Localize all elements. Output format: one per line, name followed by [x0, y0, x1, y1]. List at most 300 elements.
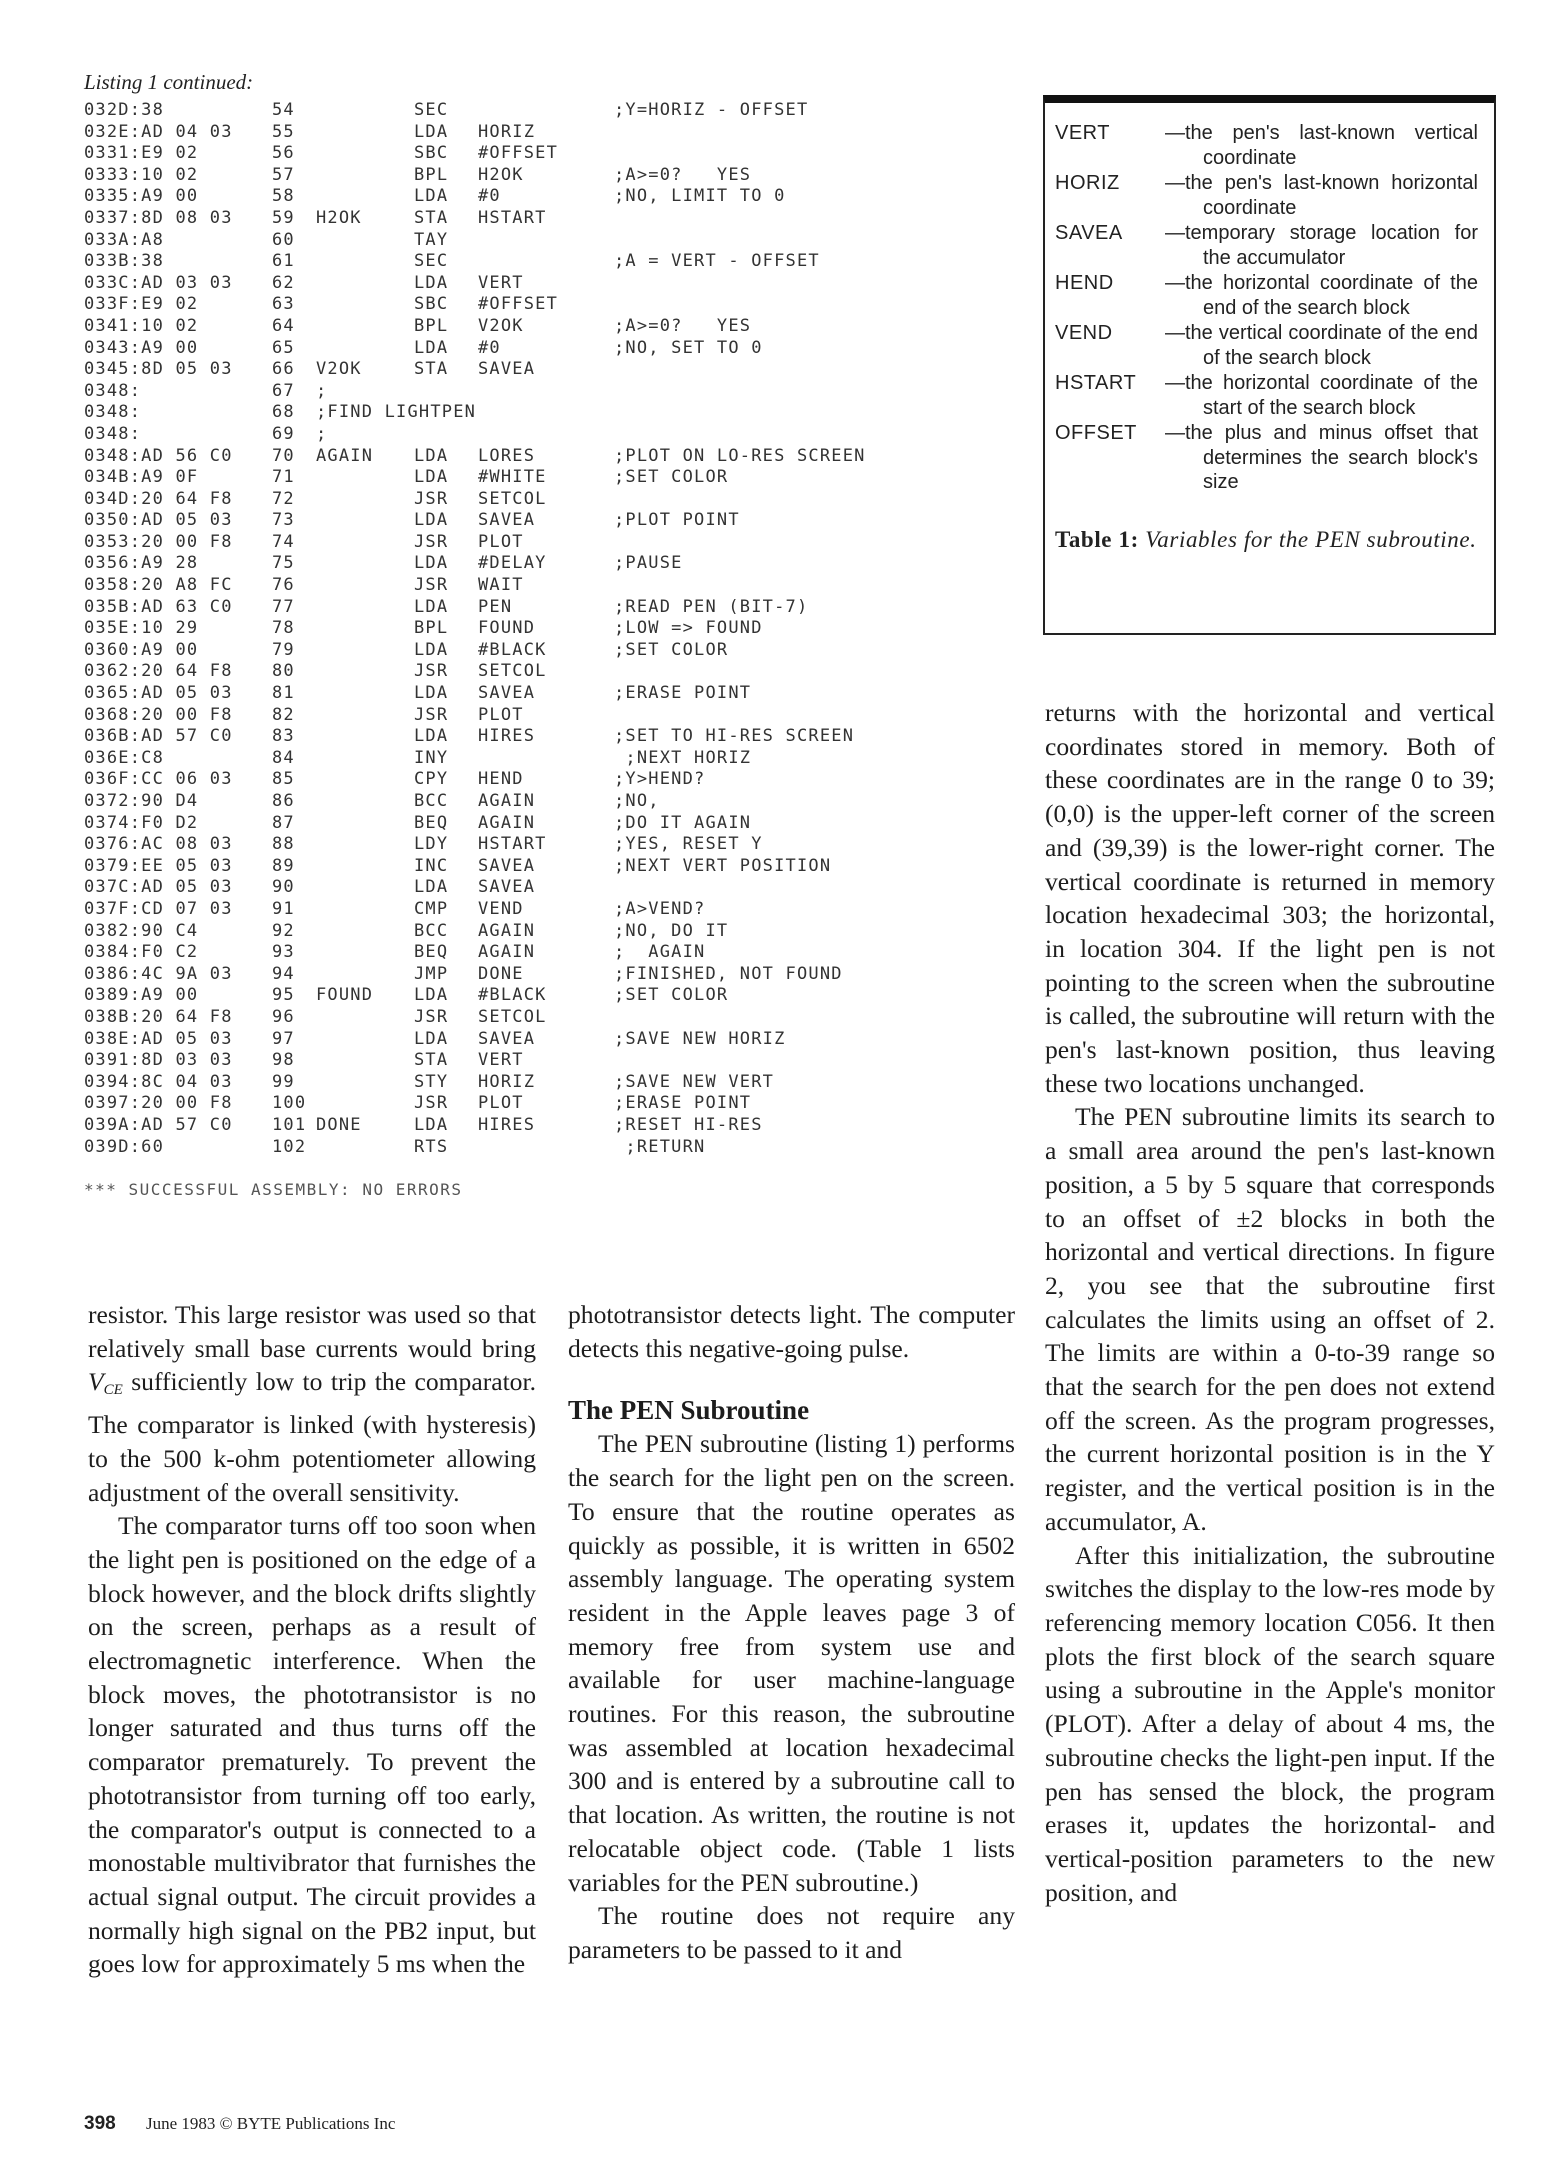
listing-comment: ;RETURN — [614, 1136, 706, 1157]
listing-line-number: 77 — [272, 596, 295, 617]
listing-line — [84, 143, 1044, 165]
listing-operand: SETCOL — [478, 661, 547, 682]
listing-operand: SAVEA — [478, 359, 536, 380]
listing-line-number: 80 — [272, 661, 295, 682]
listing-operand: SAVEA — [478, 683, 536, 704]
listing-address: 0365:AD 05 03 — [84, 683, 233, 704]
paragraph — [88, 1298, 536, 1509]
listing-line — [84, 1050, 1044, 1072]
listing-operand: #0 — [478, 186, 501, 207]
listing-operand: SAVEA — [478, 510, 536, 531]
listing-operand: WAIT — [478, 575, 524, 596]
listing-address: 035B:AD 63 C0 — [84, 596, 233, 617]
listing-opcode: JSR — [414, 704, 449, 725]
listing-comment: ;RESET HI-RES — [614, 1114, 763, 1135]
listing-comment: ;SET COLOR — [614, 639, 729, 660]
listing-address: 0386:4C 9A 03 — [84, 963, 233, 984]
listing-address: 033A:A8 — [84, 229, 165, 250]
listing-line-number: 78 — [272, 618, 295, 639]
subscript-ce: CE — [103, 1382, 123, 1399]
listing-address: 0397:20 00 F8 — [84, 1093, 233, 1114]
listing-operand: AGAIN — [478, 920, 536, 941]
listing-comment: ;NO, SET TO 0 — [614, 337, 763, 358]
listing-line — [84, 553, 1044, 575]
listing-line-number: 96 — [272, 1006, 295, 1027]
listing-opcode: LDA — [414, 877, 449, 898]
listing-address: 033B:38 — [84, 251, 165, 272]
listing-operand: PEN — [478, 596, 513, 617]
listing-operand: VEND — [478, 898, 524, 919]
listing-opcode: SEC — [414, 251, 449, 272]
variable-description: —the plus and minus offset that determines the search block's size — [1165, 422, 1478, 493]
listing-operand: HIRES — [478, 726, 536, 747]
variable-name: HORIZ — [1055, 172, 1120, 194]
listing-line-number: 76 — [272, 575, 295, 596]
listing-operand: AGAIN — [478, 812, 536, 833]
variable-description: —the pen's last-known vertical coordinate — [1165, 122, 1478, 169]
listing-line — [84, 359, 1044, 381]
listing-opcode: JSR — [414, 1093, 449, 1114]
listing-comment: ;DO IT AGAIN — [614, 812, 752, 833]
variable-name: HEND — [1055, 272, 1114, 294]
listing-label: FOUND — [316, 985, 374, 1006]
listing-line — [84, 122, 1044, 144]
listing-line-number: 57 — [272, 164, 295, 185]
listing-line — [84, 769, 1044, 791]
listing-line — [84, 446, 1044, 468]
listing-line — [84, 726, 1044, 748]
listing-opcode: JSR — [414, 531, 449, 552]
listing-label: ; — [316, 423, 328, 444]
listing-line — [84, 683, 1044, 705]
listing-operand: #0 — [478, 337, 501, 358]
listing-operand: #BLACK — [478, 985, 547, 1006]
listing-opcode: BPL — [414, 315, 449, 336]
listing-address: 0374:F0 D2 — [84, 812, 199, 833]
listing-address: 0348: — [84, 423, 142, 444]
assembly-listing — [84, 100, 1044, 1158]
listing-comment: ;Y=HORIZ - OFFSET — [614, 100, 809, 120]
listing-address: 038B:20 64 F8 — [84, 1006, 233, 1027]
table-caption — [1055, 525, 1478, 555]
listing-operand: #BLACK — [478, 639, 547, 660]
listing-line-number: 56 — [272, 143, 295, 164]
variables-table-rows — [1055, 121, 1478, 495]
listing-comment: ; AGAIN — [614, 942, 706, 963]
listing-opcode: INY — [414, 747, 449, 768]
listing-line — [84, 273, 1044, 295]
listing-operand: VERT — [478, 272, 524, 293]
listing-label: ;FIND LIGHTPEN — [316, 402, 477, 423]
listing-opcode: LDA — [414, 272, 449, 293]
listing-line-number: 74 — [272, 531, 295, 552]
listing-line — [84, 402, 1044, 424]
listing-operand: HEND — [478, 769, 524, 790]
listing-address: 0348: — [84, 402, 142, 423]
listing-opcode: LDY — [414, 834, 449, 855]
listing-comment: ;ERASE POINT — [614, 1093, 752, 1114]
listing-operand: DONE — [478, 963, 524, 984]
listing-comment: ;SET COLOR — [614, 985, 729, 1006]
listing-opcode: JSR — [414, 1006, 449, 1027]
paragraph: After this initialization, the subroutine switches the display to the low-res mode by referencing memory location C056. It then plots the first block of the search square using a subroutine in the Apple's monitor (PLOT). After a delay of about 4 ms, the subroutine checks the light-pen input. If the pen has sensed the block, the program erases it, updates the horizontal- and vertical-position parameters to the new position, and — [1045, 1540, 1495, 1907]
listing-operand: SETCOL — [478, 488, 547, 509]
listing-line-number: 99 — [272, 1071, 295, 1092]
variable-description: —temporary storage location for the accumulator — [1165, 222, 1478, 269]
listing-line — [84, 230, 1044, 252]
listing-line — [84, 964, 1044, 986]
listing-address: 033F:E9 02 — [84, 294, 199, 315]
listing-opcode: LDA — [414, 985, 449, 1006]
listing-line-number: 67 — [272, 380, 295, 401]
listing-line — [84, 813, 1044, 835]
listing-comment: ;A>=0? YES — [614, 164, 752, 185]
listing-line — [84, 877, 1044, 899]
section-heading: The PEN Subroutine — [568, 1395, 810, 1426]
listing-opcode: JMP — [414, 963, 449, 984]
listing-line — [84, 489, 1044, 511]
listing-opcode: LDA — [414, 445, 449, 466]
listing-label: H2OK — [316, 207, 362, 228]
listing-opcode: INC — [414, 855, 449, 876]
listing-line — [84, 251, 1044, 273]
listing-address: 037C:AD 05 03 — [84, 877, 233, 898]
listing-address: 0343:A9 00 — [84, 337, 199, 358]
listing-line-number: 54 — [272, 100, 295, 120]
listing-line — [84, 467, 1044, 489]
listing-line-number: 62 — [272, 272, 295, 293]
listing-operand: SAVEA — [478, 1028, 536, 1049]
text-run: sufficiently low to trip the comparator. The comparator is linked (with hysteresis) to the 500 k-ohm potentiometer allowing adjustment of the overall sensitivity. — [88, 1367, 536, 1507]
listing-address: 0341:10 02 — [84, 315, 199, 336]
listing-comment: ;PAUSE — [614, 553, 683, 574]
listing-line-number: 65 — [272, 337, 295, 358]
listing-comment: ;NO, — [614, 791, 660, 811]
listing-operand: H2OK — [478, 164, 524, 185]
listing-line — [84, 1029, 1044, 1051]
listing-address: 0389:A9 00 — [84, 985, 199, 1006]
variable-name: VEND — [1055, 322, 1113, 344]
listing-address: 0358:20 A8 FC — [84, 575, 233, 596]
listing-operand: PLOT — [478, 1093, 524, 1114]
listing-address: 0331:E9 02 — [84, 143, 199, 164]
listing-line-number: 85 — [272, 769, 295, 790]
listing-operand: HORIZ — [478, 121, 536, 142]
listing-address: 037F:CD 07 03 — [84, 898, 233, 919]
variable-name: HSTART — [1055, 372, 1137, 394]
page-number: 398 — [84, 2113, 116, 2134]
listing-address: 0379:EE 05 03 — [84, 855, 233, 876]
paragraph: The routine does not require any parameters to be passed to it and — [568, 1901, 1015, 1964]
listing-line — [84, 921, 1044, 943]
listing-line-number: 75 — [272, 553, 295, 574]
table-row — [1055, 421, 1478, 495]
listing-comment: ;SAVE NEW HORIZ — [614, 1028, 786, 1049]
listing-comment: ;NEXT VERT POSITION — [614, 855, 832, 876]
listing-caption: Listing 1 continued: — [84, 70, 254, 94]
listing-line — [84, 510, 1044, 532]
listing-label: V2OK — [316, 359, 362, 380]
listing-opcode: BPL — [414, 618, 449, 639]
listing-line — [84, 985, 1044, 1007]
listing-line-number: 82 — [272, 704, 295, 725]
listing-address: 033C:AD 03 03 — [84, 272, 233, 293]
listing-line-number: 101 — [272, 1114, 307, 1135]
listing-line-number: 69 — [272, 423, 295, 444]
paragraph: phototransistor detects light. The computer detects this negative-going pulse. — [568, 1300, 1015, 1363]
listing-line-number: 66 — [272, 359, 295, 380]
listing-line — [84, 899, 1044, 921]
table-row — [1055, 121, 1478, 170]
listing-line — [84, 532, 1044, 554]
listing-label: ; — [316, 380, 328, 401]
listing-line-number: 72 — [272, 488, 295, 509]
listing-line-number: 100 — [272, 1093, 307, 1114]
table-row — [1055, 371, 1478, 420]
listing-line-number: 73 — [272, 510, 295, 531]
listing-line-number: 89 — [272, 855, 295, 876]
listing-line-number: 90 — [272, 877, 295, 898]
listing-operand: PLOT — [478, 704, 524, 725]
listing-address: 0362:20 64 F8 — [84, 661, 233, 682]
listing-line-number: 81 — [272, 683, 295, 704]
listing-operand: AGAIN — [478, 791, 536, 811]
listing-comment: ;ERASE POINT — [614, 683, 752, 704]
listing-opcode: STY — [414, 1071, 449, 1092]
listing-line-number: 87 — [272, 812, 295, 833]
listing-line — [84, 1093, 1044, 1115]
listing-comment: ;READ PEN (BIT-7) — [614, 596, 809, 617]
listing-opcode: LDA — [414, 596, 449, 617]
listing-address: 0333:10 02 — [84, 164, 199, 185]
variable-description: —the horizontal coordinate of the end of the search block — [1165, 272, 1478, 319]
listing-line-number: 102 — [272, 1136, 307, 1157]
listing-address: 0345:8D 05 03 — [84, 359, 233, 380]
listing-comment: ;SET COLOR — [614, 467, 729, 488]
listing-address: 0350:AD 05 03 — [84, 510, 233, 531]
listing-line-number: 98 — [272, 1050, 295, 1071]
variables-table — [1043, 95, 1496, 635]
table-caption-label: Table 1: — [1055, 526, 1139, 552]
listing-address: 0376:AC 08 03 — [84, 834, 233, 855]
variable-name: VERT — [1055, 122, 1110, 144]
listing-line — [84, 424, 1044, 446]
paragraph: returns with the horizontal and vertical coordinates stored in memory. Both of these coordinates are in the range 0 to 39; (0,0) is the upper-left corner of the screen and (39,39) is the lower-right corner. The vertical coordinate is returned in memory location hexadecimal 303; the horizontal, in location 304. If the light pen is not pointing to the screen when the subroutine is called, the subroutine will return with the pen's last-known position, thus leaving these two locations unchanged. — [1045, 698, 1495, 1098]
listing-address: 0384:F0 C2 — [84, 942, 199, 963]
listing-opcode: RTS — [414, 1136, 449, 1157]
listing-address: 0372:90 D4 — [84, 791, 199, 811]
listing-line-number: 79 — [272, 639, 295, 660]
listing-line — [84, 316, 1044, 338]
listing-line — [84, 942, 1044, 964]
listing-operand: HIRES — [478, 1114, 536, 1135]
listing-label: DONE — [316, 1114, 362, 1135]
listing-operand: FOUND — [478, 618, 536, 639]
listing-comment: ;PLOT POINT — [614, 510, 740, 531]
listing-opcode: JSR — [414, 488, 449, 509]
listing-line-number: 68 — [272, 402, 295, 423]
listing-line — [84, 597, 1044, 619]
listing-opcode: BPL — [414, 164, 449, 185]
listing-comment: ;LOW => FOUND — [614, 618, 763, 639]
listing-opcode: LDA — [414, 186, 449, 207]
listing-opcode: STA — [414, 359, 449, 380]
listing-opcode: BEQ — [414, 942, 449, 963]
listing-opcode: STA — [414, 207, 449, 228]
listing-address: 036B:AD 57 C0 — [84, 726, 233, 747]
listing-comment: ;YES, RESET Y — [614, 834, 763, 855]
paragraph: The PEN subroutine limits its search to a small area around the pen's last-known position, a 5 by 5 square that corresponds to an offset of ±2 blocks in both the horizontal and vertical directions. In figure 2, you see that the subroutine first calculates the limits using an offset of 2. The limits are within a 0-to-39 range so that the search for the pen does not extend off the screen. As the program progresses, the current horizontal position is in the Y register, and the vertical position is in the accumulator, A. — [1045, 1102, 1495, 1536]
article-column-2 — [568, 1298, 1015, 1967]
listing-line-number: 63 — [272, 294, 295, 315]
listing-line-number: 70 — [272, 445, 295, 466]
listing-line — [84, 165, 1044, 187]
listing-opcode: LDA — [414, 683, 449, 704]
page-footer — [84, 2113, 395, 2135]
listing-opcode: LDA — [414, 121, 449, 142]
listing-address: 0394:8C 04 03 — [84, 1071, 233, 1092]
listing-line-number: 93 — [272, 942, 295, 963]
listing-operand: SAVEA — [478, 855, 536, 876]
listing-address: 0348:AD 56 C0 — [84, 445, 233, 466]
listing-operand: #WHITE — [478, 467, 547, 488]
listing-address: 034D:20 64 F8 — [84, 488, 233, 509]
variable-v: V — [88, 1367, 104, 1397]
listing-line — [84, 618, 1044, 640]
listing-opcode: LDA — [414, 1028, 449, 1049]
listing-opcode: SBC — [414, 143, 449, 164]
listing-line — [84, 1115, 1044, 1137]
listing-line-number: 97 — [272, 1028, 295, 1049]
listing-comment: ;FINISHED, NOT FOUND — [614, 963, 843, 984]
listing-address: 0353:20 00 F8 — [84, 531, 233, 552]
listing-line — [84, 208, 1044, 230]
article-column-1 — [88, 1298, 536, 1981]
listing-opcode: BCC — [414, 791, 449, 811]
listing-opcode: LDA — [414, 1114, 449, 1135]
listing-line — [84, 661, 1044, 683]
listing-line-number: 59 — [272, 207, 295, 228]
listing-label: AGAIN — [316, 445, 374, 466]
listing-line — [84, 100, 1044, 122]
table-row — [1055, 171, 1478, 220]
listing-line-number: 91 — [272, 898, 295, 919]
listing-line — [84, 748, 1044, 770]
listing-opcode: LDA — [414, 467, 449, 488]
listing-opcode: BCC — [414, 920, 449, 941]
listing-line-number: 88 — [272, 834, 295, 855]
listing-comment: ;NO, DO IT — [614, 920, 729, 941]
listing-address: 0337:8D 08 03 — [84, 207, 233, 228]
listing-opcode: SBC — [414, 294, 449, 315]
listing-line-number: 55 — [272, 121, 295, 142]
listing-operand: HSTART — [478, 834, 547, 855]
listing-address: 0360:A9 00 — [84, 639, 199, 660]
listing-operand: #OFFSET — [478, 294, 559, 315]
listing-comment: ;SAVE NEW VERT — [614, 1071, 775, 1092]
listing-operand: LORES — [478, 445, 536, 466]
listing-line — [84, 834, 1044, 856]
text-run: resistor. This large resistor was used so that relatively small base currents would bring — [88, 1300, 536, 1363]
listing-address: 0335:A9 00 — [84, 186, 199, 207]
listing-comment: ;A>=0? YES — [614, 315, 752, 336]
listing-address: 039A:AD 57 C0 — [84, 1114, 233, 1135]
listing-address: 0382:90 C4 — [84, 920, 199, 941]
listing-opcode: TAY — [414, 229, 449, 250]
listing-line — [84, 705, 1044, 727]
listing-comment: ;NEXT HORIZ — [614, 747, 752, 768]
listing-address: 036F:CC 06 03 — [84, 769, 233, 790]
listing-comment: ;SET TO HI-RES SCREEN — [614, 726, 855, 747]
listing-opcode: STA — [414, 1050, 449, 1071]
variable-description: —the pen's last-known horizontal coordinate — [1165, 172, 1478, 219]
listing-line — [84, 640, 1044, 662]
listing-comment: ;NO, LIMIT TO 0 — [614, 186, 786, 207]
listing-comment: ;Y>HEND? — [614, 769, 706, 790]
listing-operand: PLOT — [478, 531, 524, 552]
listing-line-number: 95 — [272, 985, 295, 1006]
listing-operand: HSTART — [478, 207, 547, 228]
listing-line — [84, 381, 1044, 403]
listing-address: 035E:10 29 — [84, 618, 199, 639]
listing-line — [84, 791, 1044, 813]
table-row — [1055, 321, 1478, 370]
listing-line — [84, 856, 1044, 878]
listing-opcode: LDA — [414, 726, 449, 747]
variable-description: —the vertical coordinate of the end of the search block — [1165, 322, 1478, 369]
listing-line — [84, 294, 1044, 316]
listing-operand: HORIZ — [478, 1071, 536, 1092]
listing-opcode: LDA — [414, 553, 449, 574]
listing-operand: SAVEA — [478, 877, 536, 898]
listing-line-number: 61 — [272, 251, 295, 272]
listing-line-number: 71 — [272, 467, 295, 488]
variable-name: SAVEA — [1055, 222, 1123, 244]
table-row — [1055, 271, 1478, 320]
listing-line-number: 94 — [272, 963, 295, 984]
listing-address: 0356:A9 28 — [84, 553, 199, 574]
paragraph: The PEN subroutine (listing 1) performs the search for the light pen on the screen. To ensure that the routine operates as quickly as possible, it is written in 6502 assembly language. The operating system resident in the Apple leaves page 3 of memory free from system use and available for user machine-language routines. For this reason, the subroutine was assembled at location hexadecimal 300 and is entered by a subroutine call to that location. As written, the routine is not relocatable object code. (Table 1 lists variables for the PEN subroutine.) — [568, 1429, 1015, 1897]
listing-opcode: JSR — [414, 575, 449, 596]
table-row — [1055, 221, 1478, 270]
listing-address: 0368:20 00 F8 — [84, 704, 233, 725]
listing-comment: ;PLOT ON LO-RES SCREEN — [614, 445, 866, 466]
listing-opcode: LDA — [414, 337, 449, 358]
listing-address: 036E:C8 — [84, 747, 165, 768]
listing-line-number: 83 — [272, 726, 295, 747]
listing-line — [84, 338, 1044, 360]
listing-operand: VERT — [478, 1050, 524, 1071]
listing-operand: V2OK — [478, 315, 524, 336]
listing-line — [84, 575, 1044, 597]
listing-line-number: 60 — [272, 229, 295, 250]
listing-line-number: 58 — [272, 186, 295, 207]
listing-opcode: LDA — [414, 510, 449, 531]
article-column-3 — [1045, 696, 1495, 1909]
variable-description: —the horizontal coordinate of the start of the search block — [1165, 372, 1478, 419]
listing-address: 0391:8D 03 03 — [84, 1050, 233, 1071]
listing-line — [84, 1137, 1044, 1159]
listing-operand: #DELAY — [478, 553, 547, 574]
listing-address: 0348: — [84, 380, 142, 401]
listing-operand: #OFFSET — [478, 143, 559, 164]
listing-line-number: 92 — [272, 920, 295, 941]
listing-line-number: 86 — [272, 791, 295, 811]
listing-opcode: BEQ — [414, 812, 449, 833]
listing-address: 038E:AD 05 03 — [84, 1028, 233, 1049]
variable-name: OFFSET — [1055, 422, 1137, 444]
listing-line — [84, 1072, 1044, 1094]
